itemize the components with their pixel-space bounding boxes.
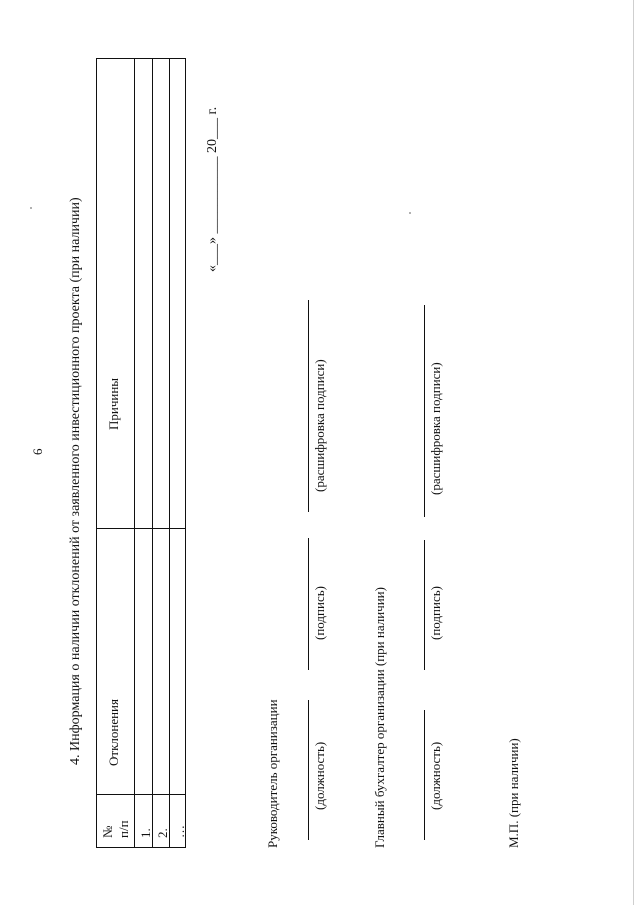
scan-speck (409, 212, 411, 214)
position-label: (должность) (428, 741, 443, 810)
signature-label: (подпись) (428, 586, 443, 640)
decoding-label: (расшифровка подписи) (312, 359, 327, 492)
stamp-label: М.П. (при наличии) (506, 738, 521, 848)
row-number: … (172, 825, 187, 838)
section-title: 4. Информация о наличии отклонений от заявленного инвестиционного проекта (при наличии) (68, 197, 83, 765)
position-label: (должность) (312, 741, 327, 810)
signer-title-head: Руководитель организации (265, 699, 280, 848)
date-line: «___» ___________ 20___ г. (205, 106, 220, 272)
scan-page-edge (633, 0, 634, 905)
header-deviations: Отклонения (106, 699, 121, 766)
signature-label: (подпись) (312, 586, 327, 640)
page-number: 6 (30, 448, 45, 455)
header-reasons: Причины (106, 377, 121, 430)
position-line (308, 700, 309, 840)
position-line (424, 710, 425, 840)
scan-speck (30, 207, 32, 209)
decoding-line (424, 305, 425, 517)
deviations-table (96, 58, 186, 848)
signer-title-accountant: Главный бухгалтер организации (при наличии) (372, 587, 387, 848)
row-number: 1. (138, 828, 153, 838)
decoding-label: (расшифровка подписи) (428, 362, 443, 495)
signature-line (424, 540, 425, 670)
decoding-line (308, 300, 309, 512)
signature-line (308, 538, 309, 670)
row-number: 2. (155, 828, 170, 838)
header-number: № п/п (100, 820, 131, 838)
